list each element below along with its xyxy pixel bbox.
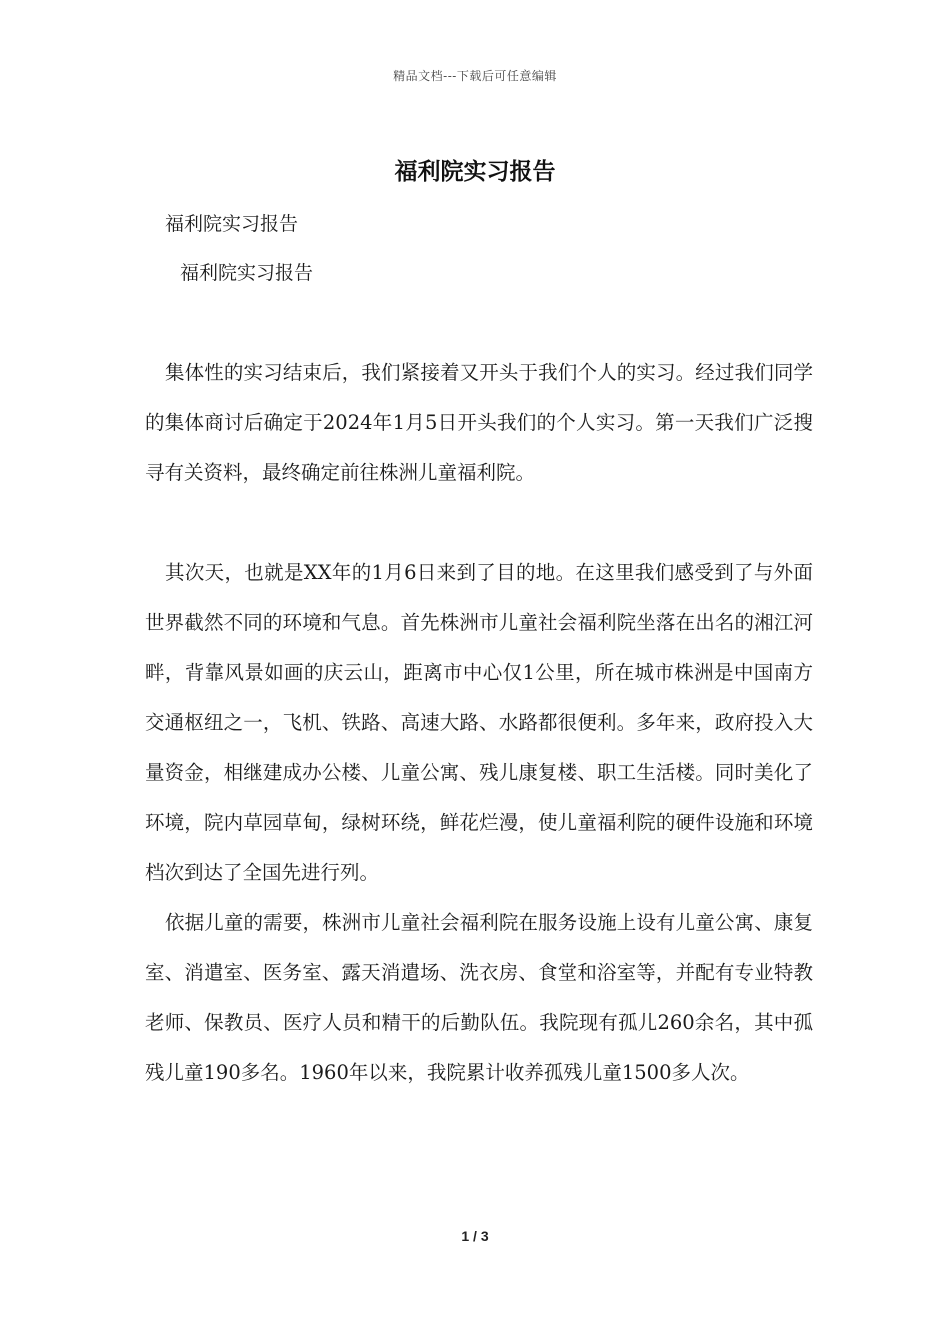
document-body [145,348,813,1098]
paragraph-orphanage-description: 其次天，也就是XX年的1月6日来到了目的地。在这里我们感受到了与外面世界截然不同的环境和气息。首先株洲市儿童社会福利院坐落在出名的湘江河畔，背靠风景如画的庆云山，距离市中心仅1公里，所在城市株洲是中国南方交通枢纽之一，飞机、铁路、高速大路、水路都很便利。多年来，政府投入大量资金，相继建成办公楼、儿童公寓、残儿康复楼、职工生活楼。同时美化了环境，院内草园草甸，绿树环绕，鲜花烂漫，使儿童福利院的硬件设施和环境档次到达了全国先进行列。 [145,561,813,884]
page-number: 1 / 3 [461,1228,489,1244]
document-title: 福利院实习报告 [394,158,556,185]
paragraph-facilities: 依据儿童的需要，株洲市儿童社会福利院在服务设施上设有儿童公寓、康复室、消遣室、医务室、露天消遣场、洗衣房、食堂和浴室等，并配有专业特教老师、保教员、医疗人员和精干的后勤队伍。我院现有孤儿260余名，其中孤残儿童190多名。1960年以来，我院累计收养孤残儿童1500多人次。 [145,911,813,1084]
page-header-note: 精品文档---下载后可任意编辑 [393,69,557,83]
paragraph-spacer [145,498,813,548]
paragraph-internship-start: 集体性的实习结束后，我们紧接着又开头于我们个人的实习。经过我们同学的集体商讨后确定于2024年1月5日开头我们的个人实习。第一天我们广泛搜寻有关资料，最终确定前往株洲儿童福利院。 [145,361,813,484]
document-subtitle-1: 福利院实习报告 [165,213,299,235]
document-subtitle-2: 福利院实习报告 [180,262,314,284]
